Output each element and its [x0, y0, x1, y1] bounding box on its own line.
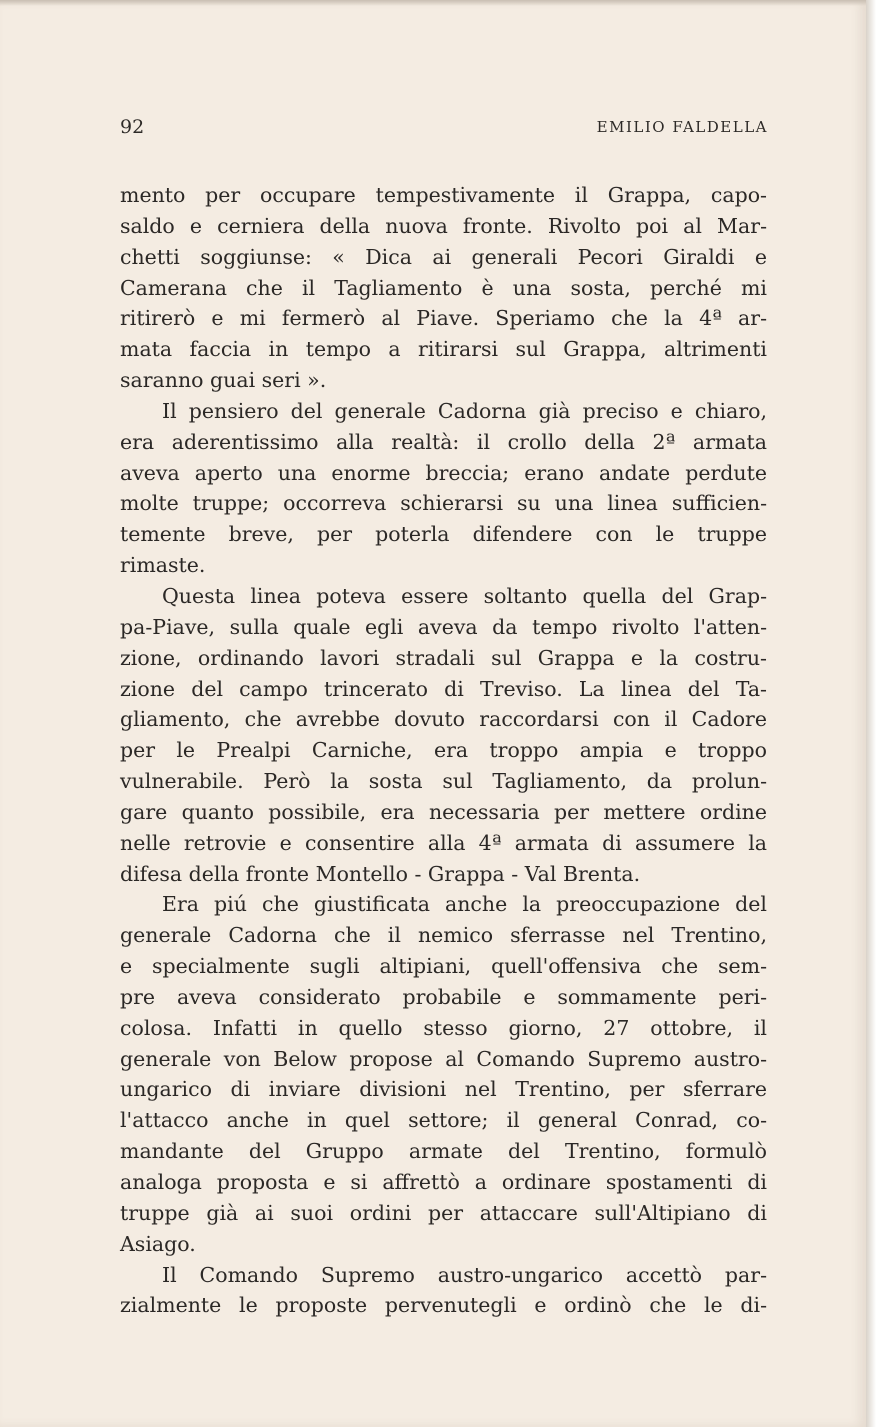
text-line: zione del campo trincerato di Treviso. La linea del Ta-	[120, 676, 767, 701]
text-line: l'attacco anche in quel settore; il general Conrad, co-	[120, 1108, 767, 1133]
page-header	[120, 116, 768, 140]
text-line: per le Prealpi Carniche, era troppo ampia e troppo	[120, 738, 767, 763]
text-line: nelle retrovie e consentire alla 4ª armata di assumere la	[120, 830, 767, 855]
text-line: chetti soggiunse: « Dica ai generali Pecori Giraldi e	[120, 244, 767, 269]
paragraph	[120, 396, 767, 581]
text-line: zione, ordinando lavori stradali sul Grappa e la costru-	[120, 645, 767, 670]
text-line: Era piú che giustificata anche la preoccupazione del	[162, 892, 767, 917]
running-head: EMILIO FALDELLA	[596, 118, 768, 136]
text-line: truppe già ai suoi ordini per attaccare sull'Altipiano di	[120, 1200, 767, 1225]
text-line: Il pensiero del generale Cadorna già preciso e chiaro,	[162, 398, 767, 423]
text-line: ungarico di inviare divisioni nel Trentino, per sferrare	[120, 1077, 767, 1102]
text-line: Asiago.	[120, 1231, 196, 1256]
page-top-edge	[0, 0, 866, 6]
text-line: analoga proposta e si affrettò a ordinare spostamenti di	[120, 1170, 767, 1194]
text-line: mandante del Gruppo armate del Trentino, formulò	[120, 1139, 767, 1164]
text-line: pre aveva considerato probabile e sommamente peri-	[120, 984, 767, 1009]
text-line: Camerana che il Tagliamento è una sosta, perché mi	[120, 275, 767, 300]
text-line: Il Comando Supremo austro-ungarico accettò par-	[162, 1262, 767, 1287]
text-line: rimaste.	[120, 553, 206, 578]
text-line: saranno guai seri ».	[120, 368, 327, 393]
paragraph	[120, 581, 767, 889]
page-number: 92	[120, 116, 145, 138]
body-text	[120, 180, 767, 1321]
text-line: generale von Below propose al Comando Supremo austro-	[120, 1046, 767, 1071]
paragraph	[120, 889, 767, 1259]
page-right-edge	[866, 0, 876, 1427]
text-line: aveva aperto una enorme breccia; erano andate perdute	[120, 460, 767, 485]
text-line: difesa della fronte Montello - Grappa - Val Brenta.	[120, 861, 641, 886]
text-line: pa-Piave, sulla quale egli aveva da tempo rivolto l'atten-	[120, 614, 767, 639]
text-line: colosa. Infatti in quello stesso giorno, 27 ottobre, il	[120, 1015, 767, 1040]
text-line: e specialmente sugli altipiani, quell'offensiva che sem-	[120, 954, 767, 979]
text-line: gare quanto possibile, era necessaria per mettere ordine	[120, 799, 767, 824]
text-line: zialmente le proposte pervenutegli e ordinò che le di-	[120, 1293, 767, 1318]
text-line: mata faccia in tempo a ritirarsi sul Grappa, altrimenti	[120, 337, 767, 362]
paragraph	[120, 180, 767, 396]
text-line: gliamento, che avrebbe dovuto raccordarsi con il Cadore	[120, 707, 767, 732]
text-line: vulnerabile. Però la sosta sul Tagliamento, da prolun-	[120, 769, 767, 794]
text-line: generale Cadorna che il nemico sferrasse nel Trentino,	[120, 923, 767, 948]
text-line: era aderentissimo alla realtà: il crollo della 2ª armata	[120, 429, 767, 454]
text-line: ritirerò e mi fermerò al Piave. Speriamo che la 4ª ar-	[120, 306, 767, 331]
text-line: Questa linea poteva essere soltanto quella del Grap-	[162, 583, 767, 608]
text-line: temente breve, per poterla difendere con le truppe	[120, 522, 767, 547]
text-line: molte truppe; occorreva schierarsi su una linea sufficien-	[120, 491, 767, 516]
text-line: mento per occupare tempestivamente il Grappa, capo-	[120, 183, 767, 207]
paragraph	[120, 1260, 767, 1322]
text-line: saldo e cerniera della nuova fronte. Rivolto poi al Mar-	[120, 213, 767, 238]
